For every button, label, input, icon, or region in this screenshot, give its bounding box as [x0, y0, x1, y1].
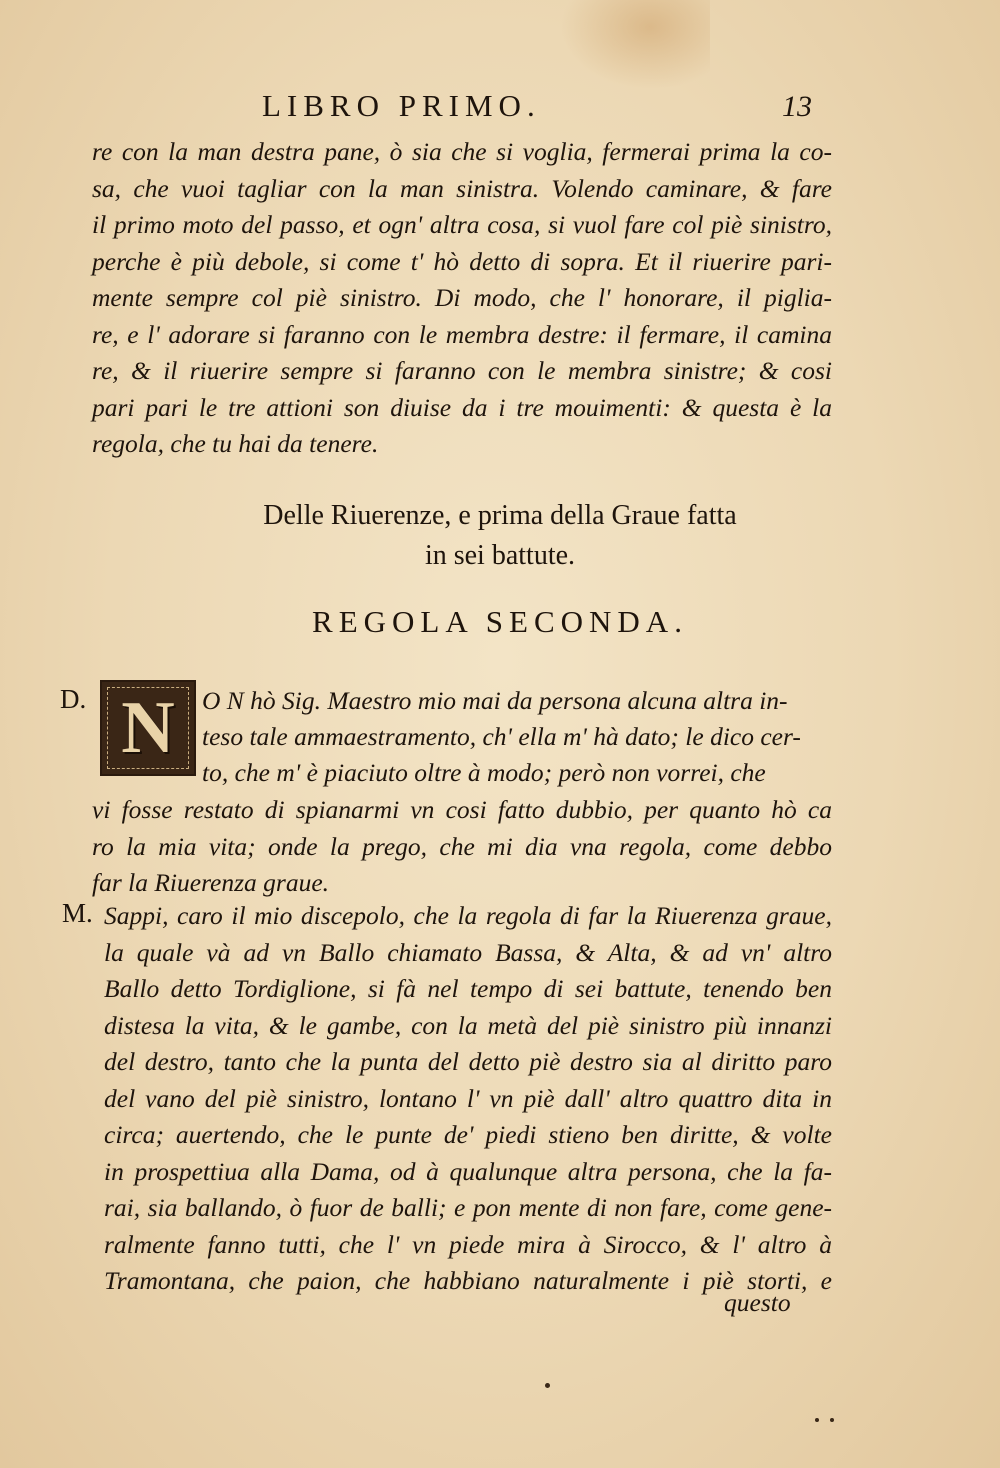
text-line: la quale và ad vn Ballo chiamato Bassa, & Alta, & ad vn' altro — [104, 937, 832, 967]
paper-stain — [560, 0, 710, 90]
text-line: teso tale ammaestramento, ch' ella m' hà dato; le dico cer- — [202, 722, 801, 751]
text-line: to, che m' è piaciuto oltre à modo; però non vorrei, che — [202, 758, 766, 787]
text-line: far la Riuerenza graue. — [92, 868, 330, 897]
text-line: mente sempre col piè sinistro. Di modo, che l' honorare, il piglia- — [92, 283, 832, 312]
ink-speck — [830, 1418, 834, 1422]
text-line: in prospettiua alla Dama, od à qualunque altra persona, che la fa- — [104, 1156, 832, 1186]
section-heading-line: in sei battute. — [424, 540, 576, 571]
section-heading — [120, 496, 880, 576]
speaker-d: D. — [60, 684, 87, 714]
text-line: ro la mia vita; onde la prego, che mi dia vna regola, come debbo — [92, 831, 832, 861]
text-line: rai, sia ballando, ò fuor de balli; e pon mente di non fare, come gene- — [104, 1193, 832, 1222]
text-line: Ballo detto Tordiglione, si fà nel tempo di sei battute, tenendo ben — [104, 974, 832, 1003]
text-line: pari pari le tre attioni son diuise da i tre mouimenti: & questa è la — [92, 392, 832, 422]
text-line: Sappi, caro il mio discepolo, che la regola di far la Riuerenza graue, — [104, 901, 832, 930]
text-line: il primo moto del passo, et ogn' altra cosa, si vuol fare col piè sinistro, — [92, 210, 832, 239]
text-line: del destro, tanto che la punta del detto piè destro sia al diritto paro — [104, 1047, 832, 1076]
paragraph-m — [104, 898, 832, 1300]
drop-cap-letter: N — [121, 686, 175, 769]
text-line: ralmente fanno tutti, che l' vn piede mira à Sirocco, & l' altro à — [104, 1229, 832, 1259]
text-line: circa; auertendo, che le punte de' piedi stieno ben diritte, & volte — [104, 1120, 832, 1149]
page-number: 13 — [782, 90, 812, 123]
text-line: del vano del piè sinistro, lontano l' vn piè dall' altro quattro dita in — [104, 1083, 832, 1113]
text-line: regola, che tu hai da tenere. — [92, 429, 379, 458]
paragraph-d — [92, 792, 832, 902]
text-line: vi fosse restato di spianarmi vn cosi fatto dubbio, per quanto hò ca — [92, 795, 832, 824]
text-line: O N hò Sig. Maestro mio mai da persona alcuna altra in- — [202, 686, 788, 715]
drop-cap — [100, 680, 196, 776]
text-line: re, & il riuerire sempre si faranno con le membra sinistre; & cosi — [92, 356, 832, 385]
text-line: re con la man destra pane, ò sia che si voglia, fermerai prima la co- — [92, 137, 832, 166]
paragraph-opening — [92, 134, 832, 463]
text-line: Tramontana, che paion, che habbiano naturalmente i piè storti, e — [104, 1266, 832, 1295]
text-line: distesa la vita, & le gambe, con la metà del piè sinistro più innanzi — [104, 1010, 832, 1040]
text-line: re, e l' adorare si faranno con le membra destre: il fermare, il camina — [92, 319, 832, 349]
rule-title: REGOLA SECONDA. — [312, 604, 688, 639]
section-heading-line: Delle Riuerenze, e prima della Graue fatta — [263, 500, 737, 531]
speaker-m: M. — [62, 898, 93, 928]
text-line: sa, che vuoi tagliar con la man sinistra. Volendo caminare, & fare — [92, 173, 832, 203]
catchword: questo — [724, 1288, 791, 1317]
text-line: perche è più debole, si come t' hò detto di sopra. Et il riuerire pari- — [92, 246, 832, 276]
running-head: LIBRO PRIMO. — [262, 88, 541, 123]
ink-speck — [815, 1418, 819, 1422]
ink-speck — [545, 1383, 550, 1388]
